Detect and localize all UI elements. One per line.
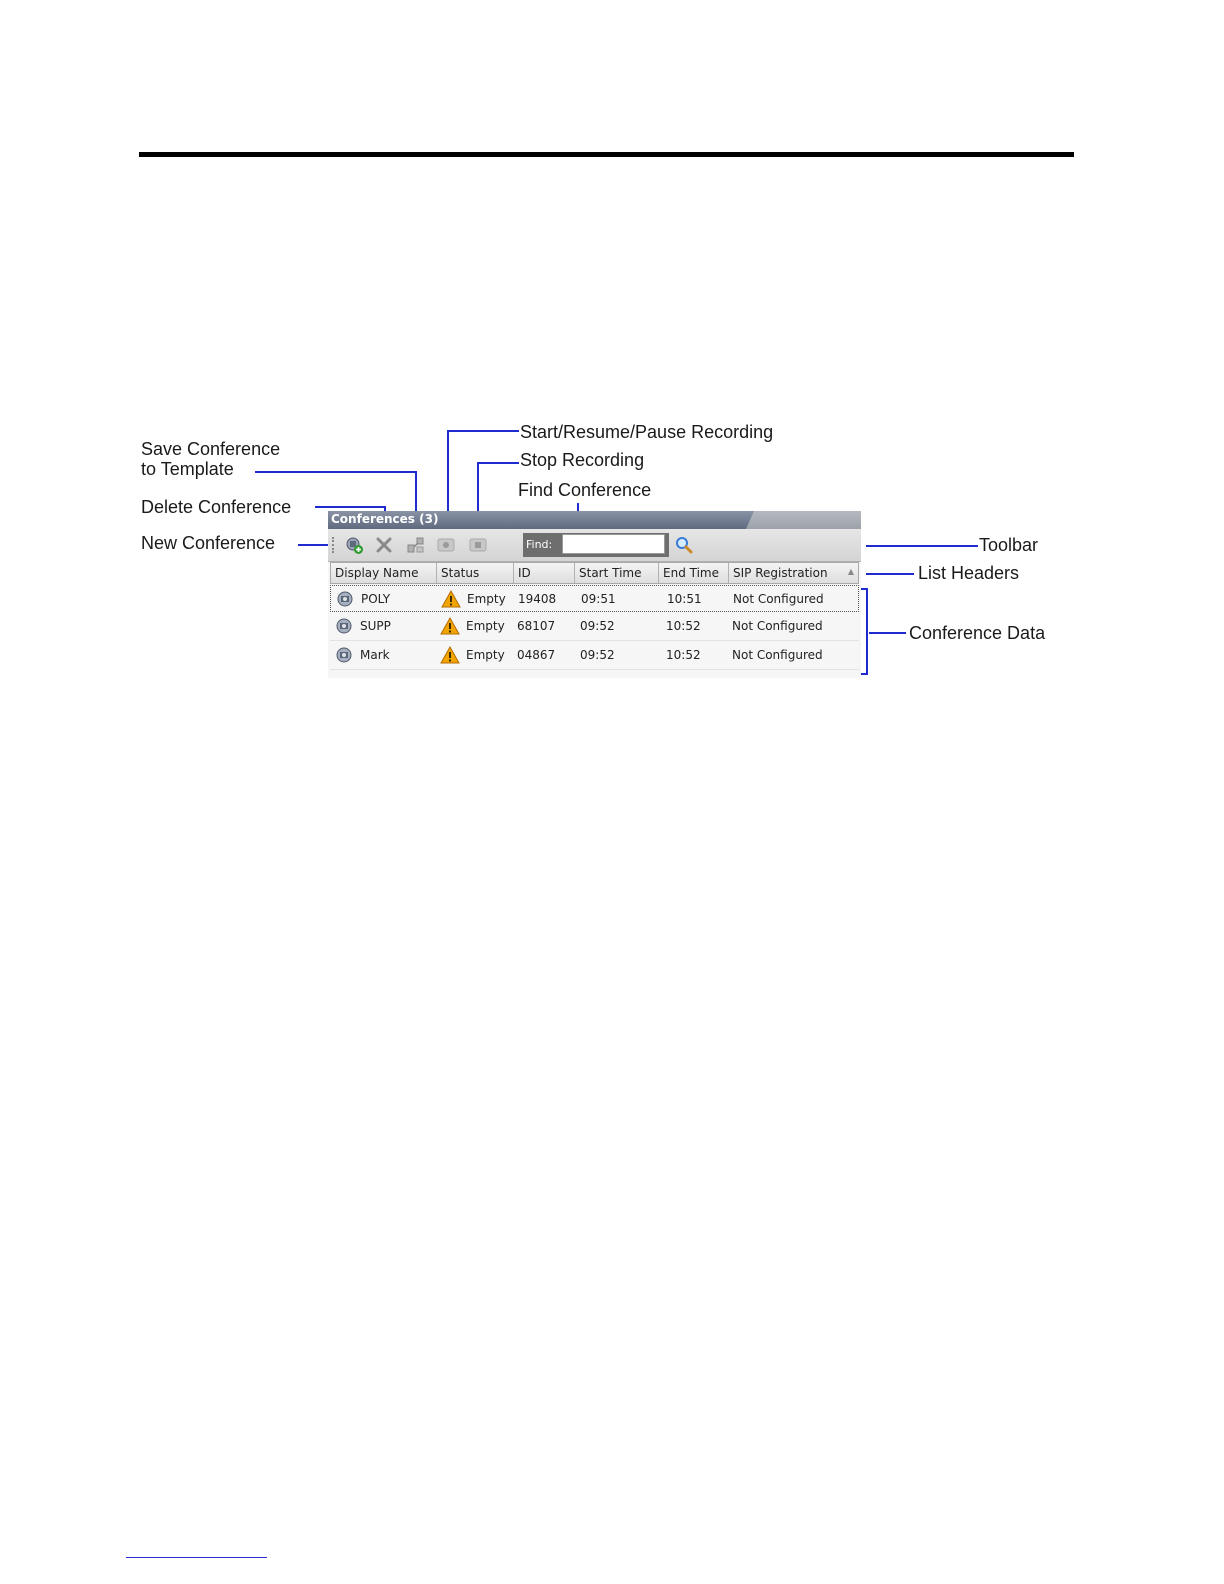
toolbar [328,529,861,562]
callout-record: Start/Resume/Pause Recording [520,422,774,442]
callout-toolbar: Toolbar [979,535,1039,555]
callout-list-headers: List Headers [918,563,1020,583]
table-row[interactable] [330,585,859,612]
leader-data-h [869,632,906,634]
find-input[interactable] [562,534,665,554]
sort-ascending-icon: ▲ [847,567,854,576]
find-box [523,533,669,557]
callout-conference-data: Conference Data [909,623,1046,643]
leader-toolbar-h [866,545,978,547]
cell-end-time: 10:51 [667,591,702,606]
panel-title: Conferences (3) [331,512,439,526]
record-icon [436,535,456,555]
callout-stop: Stop Recording [520,450,645,470]
cell-display-name [330,616,436,636]
search-icon [674,535,694,555]
warning-icon [440,616,460,636]
cell-sip-registration: Not Configured [732,619,823,633]
cell-status [436,645,513,665]
warning-icon [440,645,460,665]
record-button[interactable] [436,535,456,555]
header-display-name[interactable]: Display Name [331,563,437,583]
title-bar-tab-end [746,511,861,529]
callout-find: Find Conference [518,480,652,500]
header-status[interactable]: Status [437,563,514,583]
cell-start-time: 09:51 [581,591,616,606]
find-button[interactable] [674,535,694,555]
cell-id: 68107 [517,619,556,633]
cell-sip-registration: Not Configured [733,591,824,606]
cell-sip-registration: Not Configured [732,648,823,662]
callout-delete: Delete Conference [141,497,292,517]
toolbar-grip[interactable] [332,537,336,553]
warning-icon [441,589,461,609]
header-sip-registration[interactable] [729,563,858,583]
callout-save-template-line2: to Template [141,459,234,479]
callout-new: New Conference [141,533,276,553]
callout-save-template [141,439,280,479]
panel-title-bar [328,511,861,529]
header-start-time[interactable]: Start Time [575,563,659,583]
table-row[interactable] [330,612,859,641]
stop-icon [468,535,488,555]
leader-record-h [447,430,519,432]
conference-name: POLY [361,591,391,606]
new-conference-icon [344,535,364,555]
conference-status: Empty [466,648,505,662]
conference-status: Empty [467,591,506,606]
list-headers [330,562,859,584]
conference-icon [335,589,355,609]
conference-list [330,585,859,670]
stop-recording-button[interactable] [468,535,488,555]
delete-conference-icon [374,535,394,555]
leader-save-h [255,471,417,473]
cell-start-time: 09:52 [580,619,615,633]
table-row[interactable] [330,641,859,670]
conferences-panel [328,511,861,678]
cell-status [437,589,514,609]
save-to-template-button[interactable] [406,535,426,555]
footnote-rule [126,1557,267,1558]
cell-end-time: 10:52 [666,619,701,633]
cell-status [436,616,513,636]
cell-id: 19408 [518,591,557,606]
header-end-time[interactable]: End Time [659,563,729,583]
cell-display-name [331,589,437,609]
cell-end-time: 10:52 [666,648,701,662]
conference-icon [334,645,354,665]
conference-name: SUPP [360,619,391,633]
header-sip-registration-label: SIP Registration [733,566,828,580]
conference-name: Mark [360,648,390,662]
header-id[interactable]: ID [514,563,575,583]
leader-delete-h [315,506,386,508]
new-conference-button[interactable] [344,535,364,555]
delete-conference-button[interactable] [374,535,394,555]
cell-id: 04867 [517,648,556,662]
leader-stop-h [477,462,519,464]
conference-icon [334,616,354,636]
cell-display-name [330,645,436,665]
find-label: Find: [526,538,553,551]
conference-status: Empty [466,619,505,633]
callout-save-template-line1: Save Conference [141,439,281,459]
leader-headers-h [866,573,914,575]
cell-start-time: 09:52 [580,648,615,662]
save-to-template-icon [406,535,426,555]
page-top-rule [139,152,1074,157]
